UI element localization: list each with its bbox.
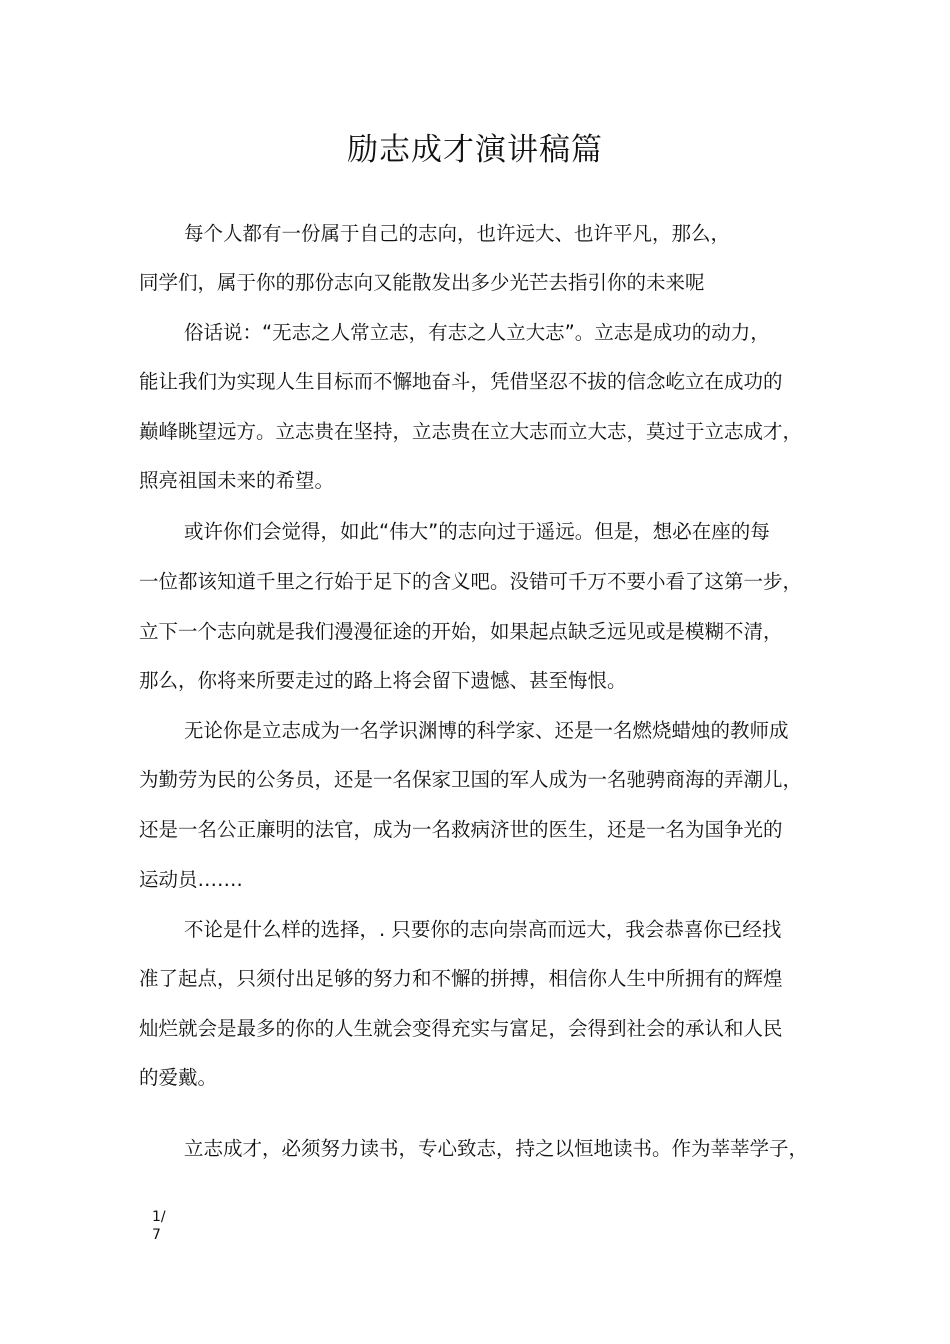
- paragraph-line: 同学们，属于你的那份志向又能散发出多少光芒去指引你的未来呢: [139, 271, 705, 294]
- paragraph-line: 灿烂就会是最多的你的人生就会变得充实与富足，会得到社会的承认和人民: [139, 1017, 783, 1040]
- paragraph-line: 每个人都有一份属于自己的志向，也许远大、也许平凡，那么，: [184, 222, 731, 245]
- paragraph-line: 一位都该知道千里之行始于足下的含义吧。没错可千万不要小看了这第一步，: [139, 570, 803, 593]
- paragraph-line: 立下一个志向就是我们漫漫征途的开始，如果起点缺乏远见或是模糊不清，: [139, 620, 783, 643]
- paragraph-line: 立志成才，必须努力读书，专心致志，持之以恒地读书。作为莘莘学子，: [184, 1137, 809, 1160]
- paragraph-line: 照亮祖国未来的希望。: [139, 469, 335, 492]
- paragraph-line: 无论你是立志成为一名学识渊博的科学家、还是一名燃烧蜡烛的教师成: [184, 719, 789, 742]
- paragraph-line: 的爱戴。: [139, 1066, 218, 1089]
- paragraph-line: 能让我们为实现人生目标而不懈地奋斗，凭借坚忍不拔的信念屹立在成功的: [139, 370, 783, 393]
- page-title: 励志成才演讲稿篇: [347, 132, 603, 168]
- page-number-current: 1/: [152, 1209, 166, 1225]
- paragraph-line: 运动员…….: [139, 868, 243, 891]
- page-number: [152, 1208, 166, 1244]
- paragraph-line: 不论是什么样的选择，. 只要你的志向崇高而远大，我会恭喜你已经找: [184, 918, 782, 941]
- paragraph-line: 准了起点，只须付出足够的努力和不懈的拼搏，相信你人生中所拥有的辉煌: [139, 967, 783, 990]
- paragraph-line: 或许你们会觉得，如此“伟大”的志向过于遥远。但是，想必在座的每: [184, 520, 770, 543]
- paragraph-line: 巅峰眺望远方。立志贵在坚持，立志贵在立大志而立大志，莫过于立志成才，: [139, 420, 803, 443]
- paragraph-line: 为勤劳为民的公务员，还是一名保家卫国的军人成为一名驰骋商海的弄潮儿，: [139, 768, 803, 791]
- paragraph-line: 俗话说：“无志之人常立志，有志之人立大志”。立志是成功的动力，: [184, 321, 770, 344]
- paragraph-line: 那么，你将来所要走过的路上将会留下遗憾、甚至悔恨。: [139, 669, 627, 692]
- paragraph-line: 还是一名公正廉明的法官，成为一名救病济世的医生，还是一名为国争光的: [139, 818, 783, 841]
- page-number-total: 7: [152, 1227, 161, 1243]
